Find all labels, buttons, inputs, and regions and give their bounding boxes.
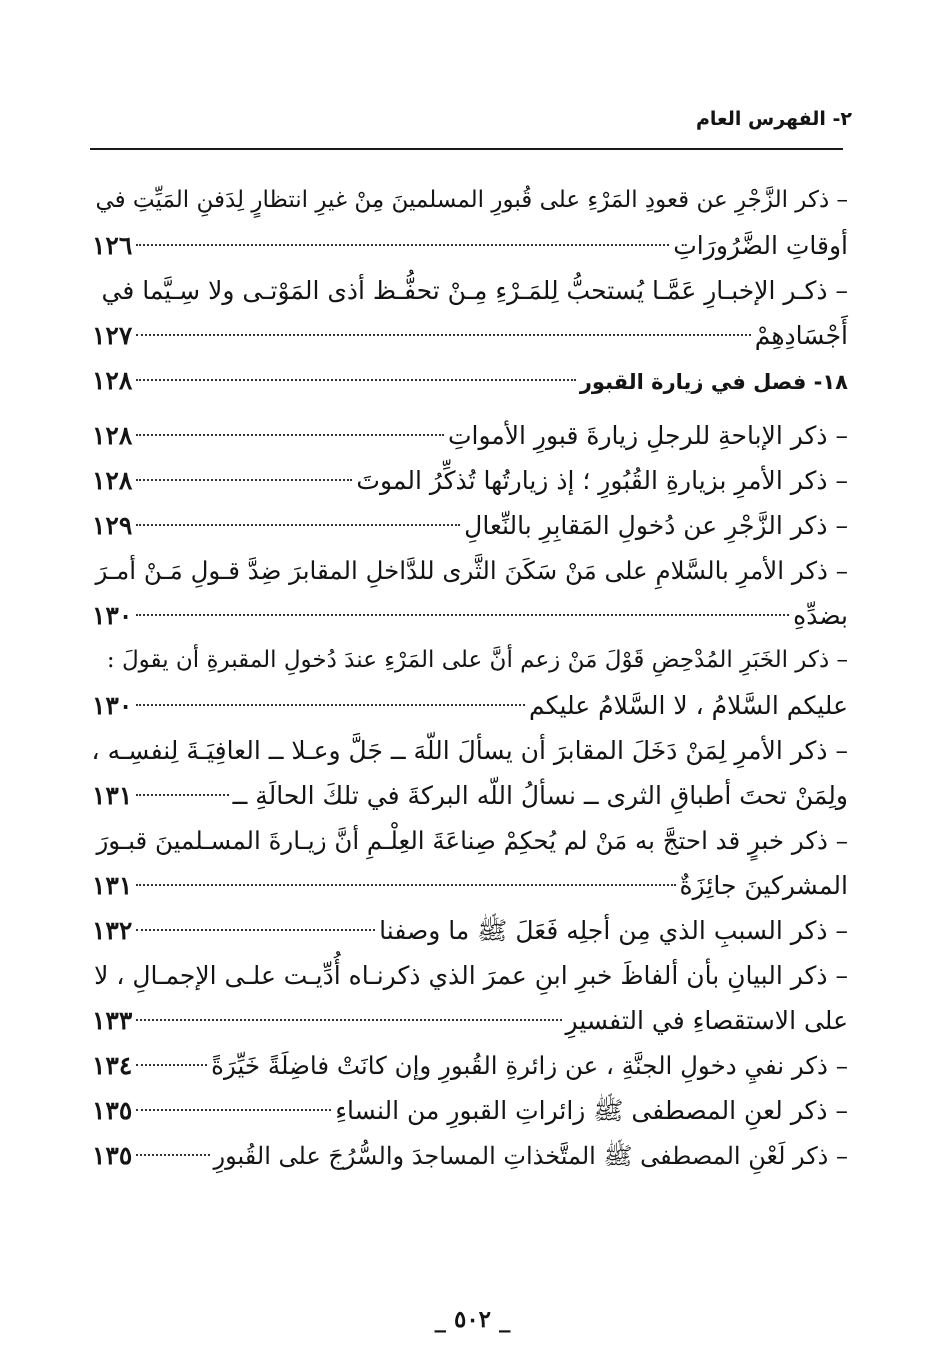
leader-dots bbox=[136, 704, 525, 706]
toc-page-number: ١٣٠ bbox=[92, 691, 133, 720]
toc-entry-text: – ذكر خبرٍ قد احتجَّ به مَنْ لم يُحكِمْ صِناعَةَ العِلْـمِ أنَّ زيـارةَ المسـلمينَ قبـورَ bbox=[96, 826, 848, 855]
toc-entry-text: على الاستقصاءِ في التفسيرِ bbox=[565, 1006, 848, 1035]
leader-dots bbox=[136, 1064, 207, 1066]
toc-entry bbox=[92, 268, 848, 358]
toc-entry-text: ١٨- فصل في زيارة القبور bbox=[579, 370, 848, 394]
toc-page-number: ١٣٢ bbox=[92, 916, 133, 945]
leader-dots bbox=[136, 434, 444, 436]
toc-entry-line bbox=[92, 1088, 848, 1133]
toc-entry bbox=[92, 638, 848, 728]
toc-page-number: ١٣٥ bbox=[92, 1096, 133, 1125]
leader-dots bbox=[136, 379, 576, 381]
leader-dots bbox=[136, 794, 228, 796]
leader-dots bbox=[136, 479, 352, 481]
leader-dots bbox=[136, 884, 675, 886]
page-header-title: ٢- الفهرس العام bbox=[695, 108, 852, 130]
toc-page-number: ١٢٨ bbox=[92, 466, 133, 495]
toc-page-number: ١٢٨ bbox=[92, 366, 133, 395]
toc-entry-line bbox=[92, 268, 848, 313]
toc-entry-line bbox=[92, 863, 848, 908]
toc-entry bbox=[92, 178, 848, 268]
toc-entry-text: – ذكر الأمرِ لِمَنْ دَخَلَ المقابرَ أن يسألَ اللّهَ ــ جَلَّ وعـلا ــ العافِيَـةَ لِنفسِـه ، bbox=[91, 736, 848, 765]
toc-entry-line bbox=[92, 953, 848, 998]
toc-entry-text: أوقاتِ الضَّرُورَاتِ bbox=[673, 231, 848, 260]
toc-page-number: ١٣٥ bbox=[92, 1141, 133, 1170]
toc-entry-line bbox=[92, 773, 848, 818]
toc-entry-text: – ذكر الخَبَرِ المُدْحِضِ قَوْلَ مَنْ زعم أنَّ على المَرْءِ عندَ دُخولِ المقبرةِ أن يقولَ : bbox=[106, 647, 848, 673]
toc-entry-text: – ذكر لَعْنِ المصطفى ﷺ المتَّخذاتِ المساجدَ والسُّرُجَ على القُبورِ bbox=[213, 1142, 848, 1170]
toc-entry-line bbox=[92, 458, 848, 503]
toc-entry-line bbox=[92, 683, 848, 728]
toc-entry bbox=[92, 503, 848, 548]
toc-page-number: ١٣٠ bbox=[92, 601, 133, 630]
toc-entry-line bbox=[92, 1133, 848, 1178]
toc-entry-line bbox=[92, 593, 848, 638]
leader-dots bbox=[136, 1019, 561, 1021]
toc-entry-text: عليكم السَّلامُ ، لا السَّلامُ عليكم bbox=[529, 691, 848, 720]
leader-dots bbox=[136, 614, 789, 616]
toc-entry bbox=[92, 1088, 848, 1133]
toc-entry-line bbox=[92, 638, 848, 683]
toc-entry-line bbox=[92, 548, 848, 593]
leader-dots bbox=[136, 334, 750, 336]
toc-entry-line bbox=[92, 178, 848, 223]
toc-entry bbox=[92, 953, 848, 1043]
toc-section-heading bbox=[92, 358, 848, 403]
page-number: _ ٥٠٢ _ bbox=[434, 1306, 511, 1333]
leader-dots bbox=[136, 929, 375, 931]
leader-dots bbox=[136, 1154, 209, 1156]
toc-entry-text: – ذكر الأمرِ بزيارةِ القُبُورِ ؛ إذ زيارتُها تُذكِّرُ الموتَ bbox=[356, 466, 848, 495]
toc-page-number: ١٣١ bbox=[92, 871, 133, 900]
toc-entry-line bbox=[92, 358, 848, 403]
toc-entry-text: – ذكر نفيِ دخولِ الجنَّةِ ، عن زائرةِ القُبورِ وإن كانَتْ فاضِلَةً خَيِّرَةً bbox=[211, 1051, 848, 1080]
toc-entry bbox=[92, 908, 848, 953]
toc-entry-line bbox=[92, 818, 848, 863]
toc-page-number: ١٣٣ bbox=[92, 1006, 133, 1035]
toc-entry-line bbox=[92, 998, 848, 1043]
toc-entry-text: ولِمَنْ تحتَ أطباقِ الثرى ــ نسألُ اللّه البركةَ في تلكَ الحالَةِ ــ bbox=[232, 781, 848, 810]
toc-page-number: ١٣١ bbox=[92, 781, 133, 810]
toc-entry bbox=[92, 458, 848, 503]
toc-page-number: ١٢٨ bbox=[92, 421, 133, 450]
toc-entry-text: – ذكـر الإخبـارِ عَمَّـا يُستحبُّ لِلمَـرْءِ مِـنْ تحفُّـظ أذى المَوْتـى ولا سِـيَّما في bbox=[101, 276, 848, 305]
toc-entry-text: – ذكر السببِ الذي مِن أجلِه فَعَلَ ﷺ ما وصفنا bbox=[379, 916, 848, 945]
toc-entry-line bbox=[92, 413, 848, 458]
toc-entry bbox=[92, 1043, 848, 1088]
header-divider bbox=[90, 148, 843, 150]
toc-entry-line bbox=[92, 503, 848, 548]
toc-entry-text: بضدِّهِ bbox=[793, 601, 848, 630]
leader-dots bbox=[136, 524, 460, 526]
toc-entry bbox=[92, 728, 848, 818]
toc-entry bbox=[92, 413, 848, 458]
toc-entry-line bbox=[92, 908, 848, 953]
toc-page-number: ١٣٤ bbox=[92, 1051, 133, 1080]
toc-entry bbox=[92, 548, 848, 638]
toc-entry-line bbox=[92, 728, 848, 773]
toc-entry-line bbox=[92, 313, 848, 358]
toc-entry-text: المشركينَ جائِزَةٌ bbox=[679, 871, 848, 900]
toc-page-number: ١٢٦ bbox=[92, 231, 133, 260]
leader-dots bbox=[136, 1109, 331, 1111]
toc-entry bbox=[92, 818, 848, 908]
toc-entry-line bbox=[92, 1043, 848, 1088]
toc-entry-line bbox=[92, 223, 848, 268]
toc-entry-text: أَجْسَادِهِمْ bbox=[754, 321, 848, 350]
toc-entry-text: – ذكر الأمرِ بالسَّلامِ على مَنْ سَكَنَ الثَّرى للدَّاخلِ المقابرَ ضِدَّ قـولِ مَـنْ أمـرَ bbox=[95, 556, 848, 585]
toc-entry bbox=[92, 1133, 848, 1178]
toc-entry-text: – ذكر الإباحةِ للرجلِ زيارةَ قبورِ الأمواتِ bbox=[447, 421, 848, 450]
toc-page-number: ١٢٧ bbox=[92, 321, 133, 350]
toc-entry-text: – ذكر البيانِ بأن ألفاظَ خبرِ ابنِ عمرَ الذي ذكرنـاه أُدِّيـت علـى الإجمـالِ ، لا bbox=[94, 961, 848, 990]
toc-entry-text: – ذكر الزَّجْرِ عن دُخولِ المَقابِرِ بالنِّعالِ bbox=[464, 511, 848, 540]
toc-entry-text: – ذكر لعنِ المصطفى ﷺ زائراتِ القبورِ من النساءِ bbox=[335, 1096, 848, 1125]
leader-dots bbox=[136, 244, 669, 246]
toc-entry-text: – ذكر الزَّجْرِ عن قعودِ المَرْءِ على قُبورِ المسلمينَ مِنْ غيرِ انتظارٍ لِدَفنِ المَيِّتِ في bbox=[95, 187, 848, 213]
toc-page-number: ١٢٩ bbox=[92, 511, 133, 540]
table-of-contents bbox=[92, 178, 848, 1178]
